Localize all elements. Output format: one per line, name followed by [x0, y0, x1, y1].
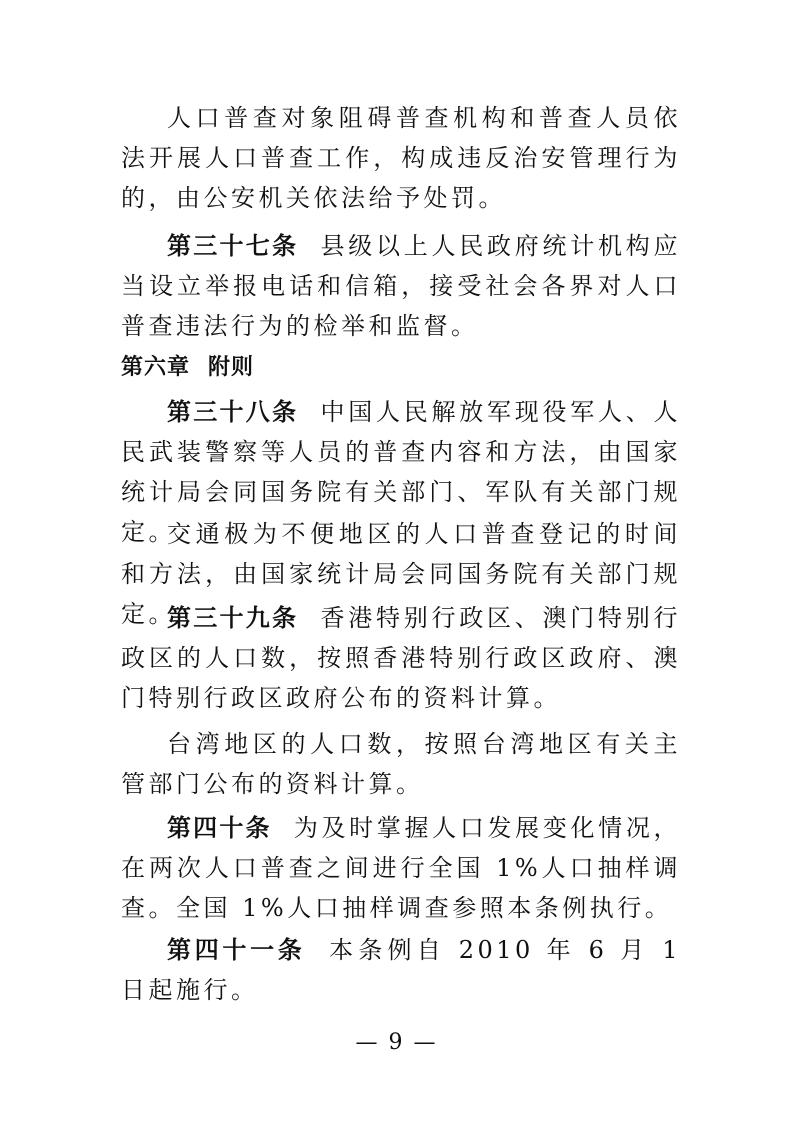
article-text: 中国人民解放军现役军人、人民武装警察等人员的普查内容和方法，由国家统计局会同国务院有关部门、军队有关部门规定。 — [121, 398, 681, 546]
article-text: 本条例自 2010 年 6 月 1 日起施行。 — [121, 936, 681, 1004]
article-number: 第三十八条 — [167, 398, 299, 426]
paragraph-text: 人口普查对象阻碍普查机构和普查人员依法开展人口普查工作，构成违反治安管理行为的，由公安机关依法给予处罚。 — [121, 104, 681, 212]
article-39 — [121, 598, 681, 718]
article-number: 第三十九条 — [167, 604, 299, 632]
article-number: 第四十条 — [167, 814, 272, 842]
paragraph-obstruction-penalty — [121, 98, 681, 218]
article-number: 第四十一条 — [167, 936, 306, 964]
article-text: 为及时掌握人口发展变化情况，在两次人口普查之间进行全国 1%人口抽样调查。全国 1%人口抽样调查参照本条例执行。 — [121, 814, 682, 922]
article-37 — [121, 226, 681, 346]
chapter-title: 附则 — [208, 355, 255, 380]
chapter-heading — [121, 348, 254, 388]
article-number: 第三十七条 — [167, 232, 299, 260]
paragraph-text: 台湾地区的人口数，按照台湾地区有关主管部门公布的资料计算。 — [121, 730, 681, 798]
paragraph-taiwan — [121, 724, 681, 804]
page-number: — 9 — — [355, 1030, 438, 1055]
article-text: 香港特别行政区、澳门特别行政区的人口数，按照香港特别行政区政府、澳门特别行政区政府公布的资料计算。 — [121, 604, 681, 712]
chapter-number: 第六章 — [121, 355, 191, 380]
paragraph-text: 交通极为不便地区的人口普查登记的时间和方法，由国家统计局会同国务院有关部门规定。 — [121, 520, 681, 628]
article-41 — [121, 930, 681, 1010]
article-text: 县级以上人民政府统计机构应当设立举报电话和信箱，接受社会各界对人口普查违法行为的检举和监督。 — [121, 232, 681, 340]
article-40 — [121, 808, 681, 928]
